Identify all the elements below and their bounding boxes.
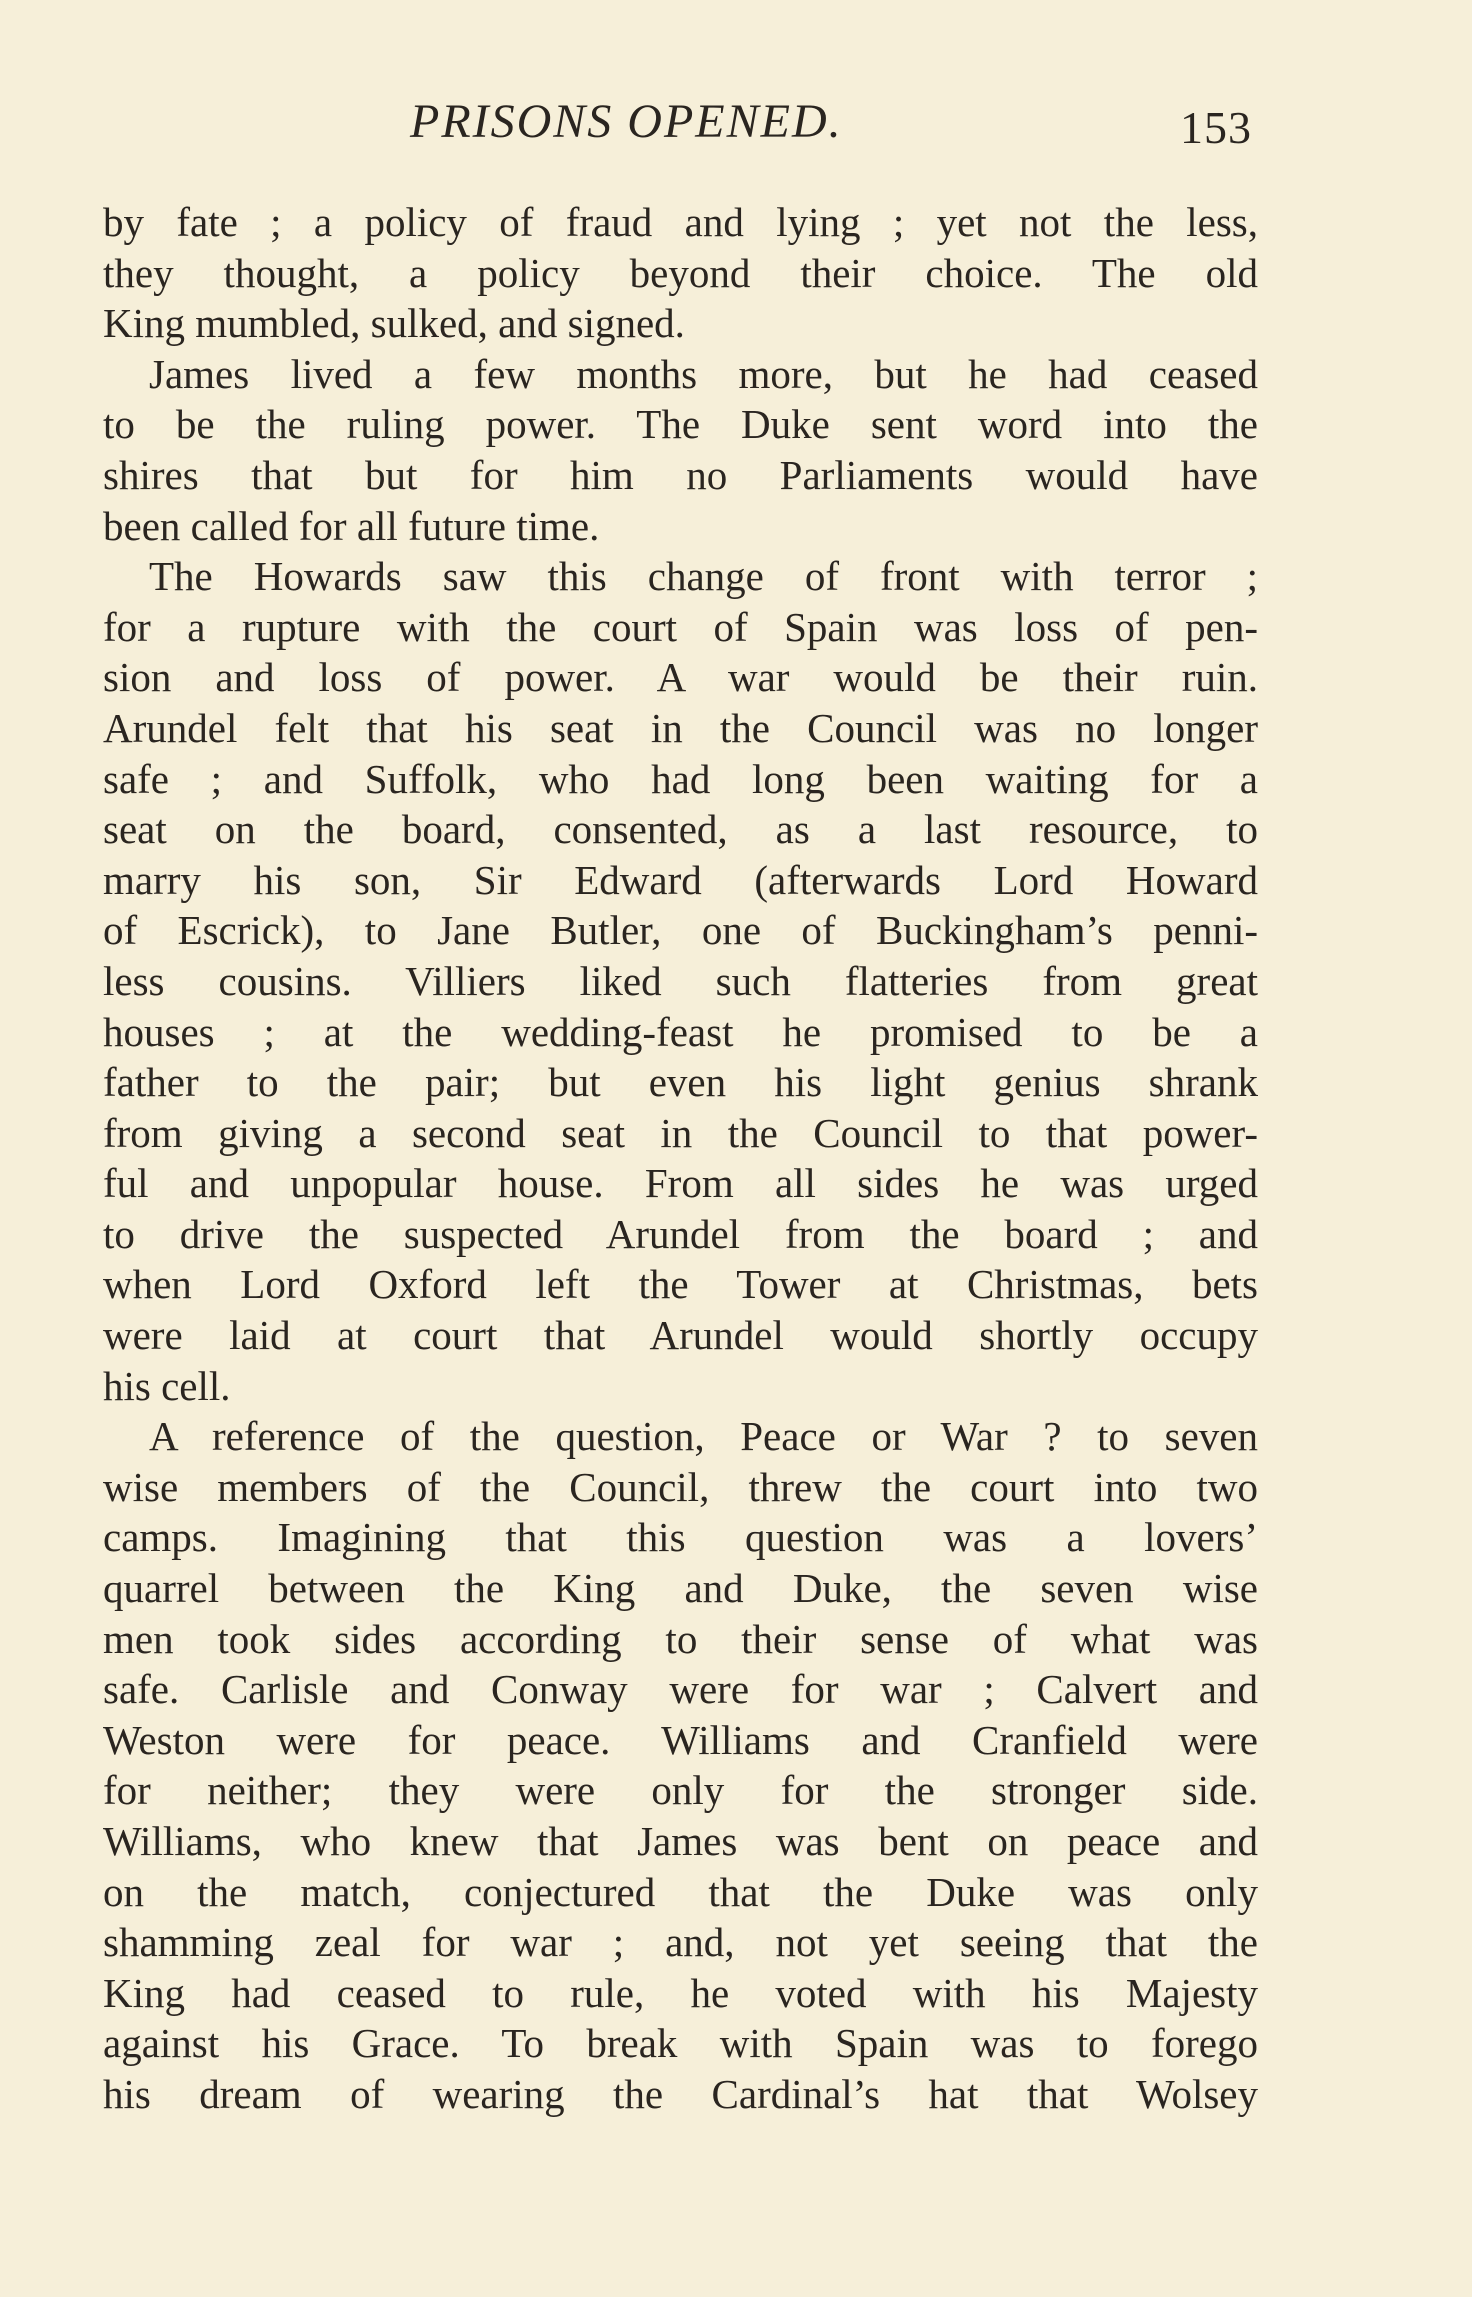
text-line: James lived a few months more, but he had ceased	[149, 350, 1258, 397]
text-line: quarrel between the King and Duke, the seven wise	[103, 1565, 1258, 1612]
text-line: by fate ; a policy of fraud and lying ; yet not the less,	[103, 199, 1258, 245]
text-line: been called for all future time.	[103, 502, 600, 549]
text-line: safe. Carlisle and Conway were for war ; Calvert and	[103, 1666, 1258, 1713]
text-line: on the match, conjectured that the Duke was only	[103, 1868, 1258, 1915]
text-line: Williams, who knew that James was bent on peace and	[103, 1818, 1258, 1864]
text-line: A reference of the question, Peace or War ? to seven	[149, 1413, 1258, 1460]
body-text	[103, 197, 1258, 2120]
text-line: less cousins. Villiers liked such flatteries from great	[103, 957, 1258, 1004]
text-line: of Escrick), to Jane Butler, one of Buckingham’s penni-	[103, 907, 1258, 954]
text-line: seat on the board, consented, as a last resource, to	[103, 806, 1258, 853]
text-line: Arundel felt that his seat in the Council was no longer	[103, 704, 1258, 751]
page-number: 153	[1180, 102, 1252, 153]
text-line: father to the pair; but even his light genius shrank	[103, 1059, 1258, 1106]
text-line: when Lord Oxford left the Tower at Christmas, bets	[103, 1261, 1258, 1308]
text-line: from giving a second seat in the Council to that power-	[103, 1109, 1258, 1156]
text-line: Weston were for peace. Williams and Cranfield were	[103, 1716, 1258, 1763]
text-line: his cell.	[103, 1362, 231, 1409]
text-line: sion and loss of power. A war would be their ruin.	[103, 654, 1258, 701]
text-line: to drive the suspected Arundel from the board ; and	[103, 1210, 1258, 1257]
text-line: for neither; they were only for the stronger side.	[103, 1767, 1258, 1814]
text-line: for a rupture with the court of Spain was loss of pen-	[103, 603, 1258, 650]
text-line: shires that but for him no Parliaments would have	[103, 451, 1258, 498]
text-line: to be the ruling power. The Duke sent word into the	[103, 401, 1258, 448]
text-line: houses ; at the wedding-feast he promised to be a	[103, 1008, 1258, 1055]
text-line: against his Grace. To break with Spain was to forego	[103, 2020, 1258, 2067]
text-line: were laid at court that Arundel would shortly occupy	[103, 1312, 1258, 1359]
running-head	[0, 92, 1472, 152]
text-line: King had ceased to rule, he voted with his Majesty	[103, 1969, 1258, 2016]
text-line: camps. Imagining that this question was a lovers’	[103, 1514, 1258, 1561]
text-line: men took sides according to their sense of what was	[103, 1615, 1258, 1662]
text-line: ful and unpopular house. From all sides he was urged	[103, 1160, 1258, 1207]
text-line: shamming zeal for war ; and, not yet seeing that the	[103, 1919, 1258, 1966]
running-title: PRISONS OPENED.	[410, 95, 843, 148]
text-line: wise members of the Council, threw the court into two	[103, 1463, 1258, 1510]
text-line: his dream of wearing the Cardinal’s hat that Wolsey	[103, 2070, 1258, 2117]
text-line: they thought, a policy beyond their choice. The old	[103, 249, 1258, 296]
text-line: The Howards saw this change of front with terror ;	[149, 553, 1258, 600]
text-line: King mumbled, sulked, and signed.	[103, 300, 685, 347]
text-line: marry his son, Sir Edward (afterwards Lord Howard	[103, 856, 1258, 903]
text-line: safe ; and Suffolk, who had long been waiting for a	[103, 755, 1258, 802]
